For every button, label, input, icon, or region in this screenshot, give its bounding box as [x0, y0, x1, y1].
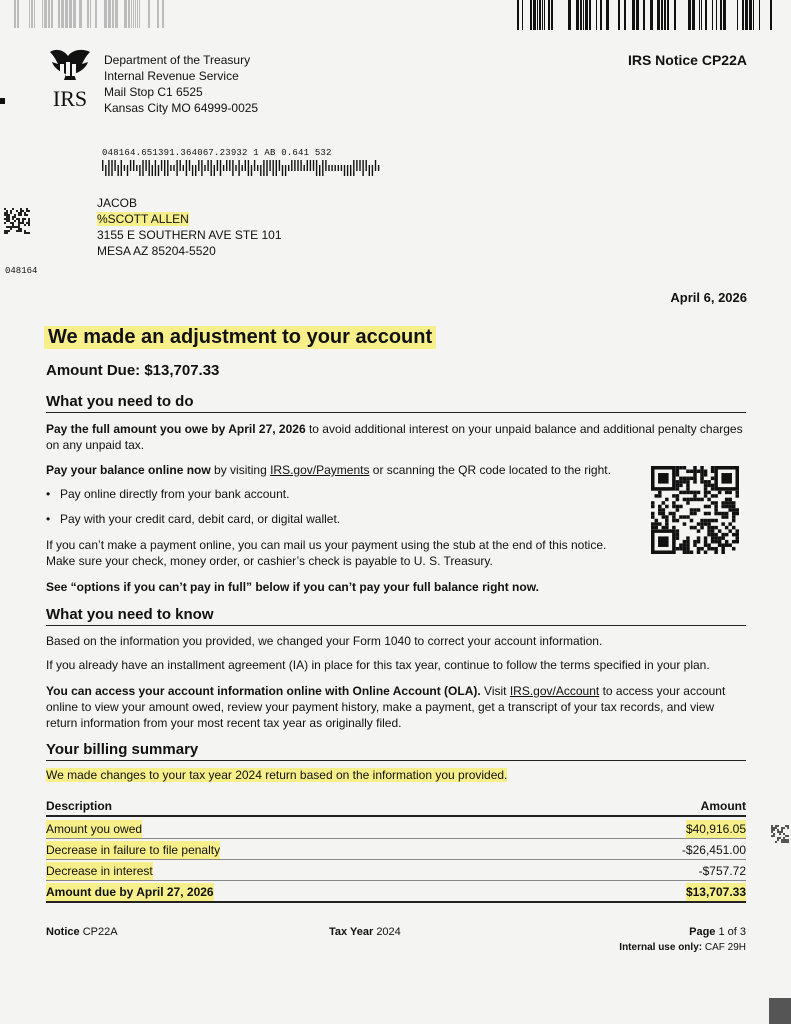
amount-header: Amount [700, 799, 746, 813]
irs-eagle-logo-icon [42, 46, 98, 110]
total-amount: $13,707.33 [685, 885, 746, 899]
reference-line: 048164.651391.364067.23932 1 AB 0.641 532 [102, 148, 332, 158]
billing-row-amount: $40,916.05 [685, 822, 746, 836]
section-heading-billing: Your billing summary [46, 741, 746, 761]
total-label: Amount due by April 27, 2026 [46, 885, 214, 899]
bullet-item: • Pay online directly from your bank account. [46, 487, 290, 501]
svg-text:IRS: IRS [52, 86, 88, 110]
section-heading-know: What you need to know [46, 606, 746, 626]
footer-internal-use: Internal use only: CAF 29H [619, 942, 746, 953]
footer-notice: Notice CP22A [46, 926, 118, 938]
billing-row-label: Decrease in interest [46, 864, 153, 878]
billing-row-amount: -$26,451.00 [681, 843, 746, 857]
recipient-name: JACOB [97, 196, 138, 210]
page-title: We made an adjustment to your account [44, 326, 436, 349]
margin-mark [0, 98, 5, 104]
billing-total-row [46, 883, 746, 903]
bleed-through-text [470, 57, 473, 71]
corner-mark [769, 998, 791, 1024]
recipient-street: 3155 E SOUTHERN AVE STE 101 [97, 228, 282, 242]
top-barcode [517, 0, 779, 30]
notice-date: April 6, 2026 [670, 290, 747, 305]
billing-row-amount: -$757.72 [698, 864, 746, 878]
billing-row-label: Amount you owed [46, 822, 143, 836]
amount-due: Amount Due: $13,707.33 [46, 362, 220, 379]
sender-line: Mail Stop C1 6525 [104, 85, 203, 99]
sender-address [104, 52, 258, 116]
sender-line: Department of the Treasury [104, 53, 251, 67]
small-qr-code-icon [4, 208, 30, 234]
top-left-faint-barcode [14, 0, 164, 28]
sequence-number: 048164 [5, 266, 38, 276]
margin-qr-code-icon [771, 825, 789, 843]
billing-row [46, 862, 746, 881]
pay-online-paragraph: Pay your balance online now by visiting IRS.gov/Payments or scanning the QR code located to the right. [46, 463, 611, 477]
options-paragraph: See “options if you can’t pay in full” below if you can’t pay your full balance right now. [46, 580, 539, 594]
sender-line: Kansas City MO 64999-0025 [104, 101, 259, 115]
billing-intro: We made changes to your tax year 2024 return based on the information you provided. [46, 768, 508, 782]
know-paragraph-2: If you already have an installment agreement (IA) in place for this tax year, continue to follow the terms specified in your plan. [46, 658, 710, 672]
bullet-item: • Pay with your credit card, debit card, or digital wallet. [46, 512, 341, 526]
recipient-care-of: %SCOTT ALLEN [97, 212, 189, 226]
pay-full-paragraph: Pay the full amount you owe by April 27, 2026 to avoid additional interest on your unpaid balance and additional penalty charges on any unpaid tax. [46, 422, 743, 452]
recipient-address [97, 195, 282, 259]
recipient-city: MESA AZ 85204-5520 [97, 244, 216, 258]
online-account-paragraph: You can access your account information online with Online Account (OLA). Visit IRS.gov/Account to access your account online to view your amount owed, review your payment history, make a payment, get a transcript of your tax records, and view return information from your most recent tax year as originally filed. [46, 684, 726, 730]
billing-header-row [46, 797, 746, 817]
payments-link[interactable]: IRS.gov/Payments [270, 463, 370, 477]
billing-row-label: Decrease in failure to file penalty [46, 843, 221, 857]
footer-tax-year: Tax Year 2024 [329, 926, 401, 938]
notice-title: IRS Notice CP22A [627, 52, 747, 68]
sender-line: Internal Revenue Service [104, 69, 239, 83]
payment-qr-code-icon[interactable] [651, 466, 739, 554]
know-paragraph-1: Based on the information you provided, we changed your Form 1040 to correct your account information. [46, 634, 603, 648]
account-link[interactable]: IRS.gov/Account [509, 684, 600, 698]
footer-page-number: Page 1 of 3 [689, 926, 746, 938]
mail-payment-paragraph: If you can’t make a payment online, you can mail us your payment using the stub at the end of this notice. Make sure your check, money order, or cashier’s check is payable to U. S. Treasury. [46, 538, 607, 568]
billing-row [46, 841, 746, 860]
section-heading-todo: What you need to do [46, 393, 746, 413]
description-header: Description [46, 799, 113, 813]
billing-row [46, 820, 746, 839]
postal-barcode [102, 160, 382, 176]
